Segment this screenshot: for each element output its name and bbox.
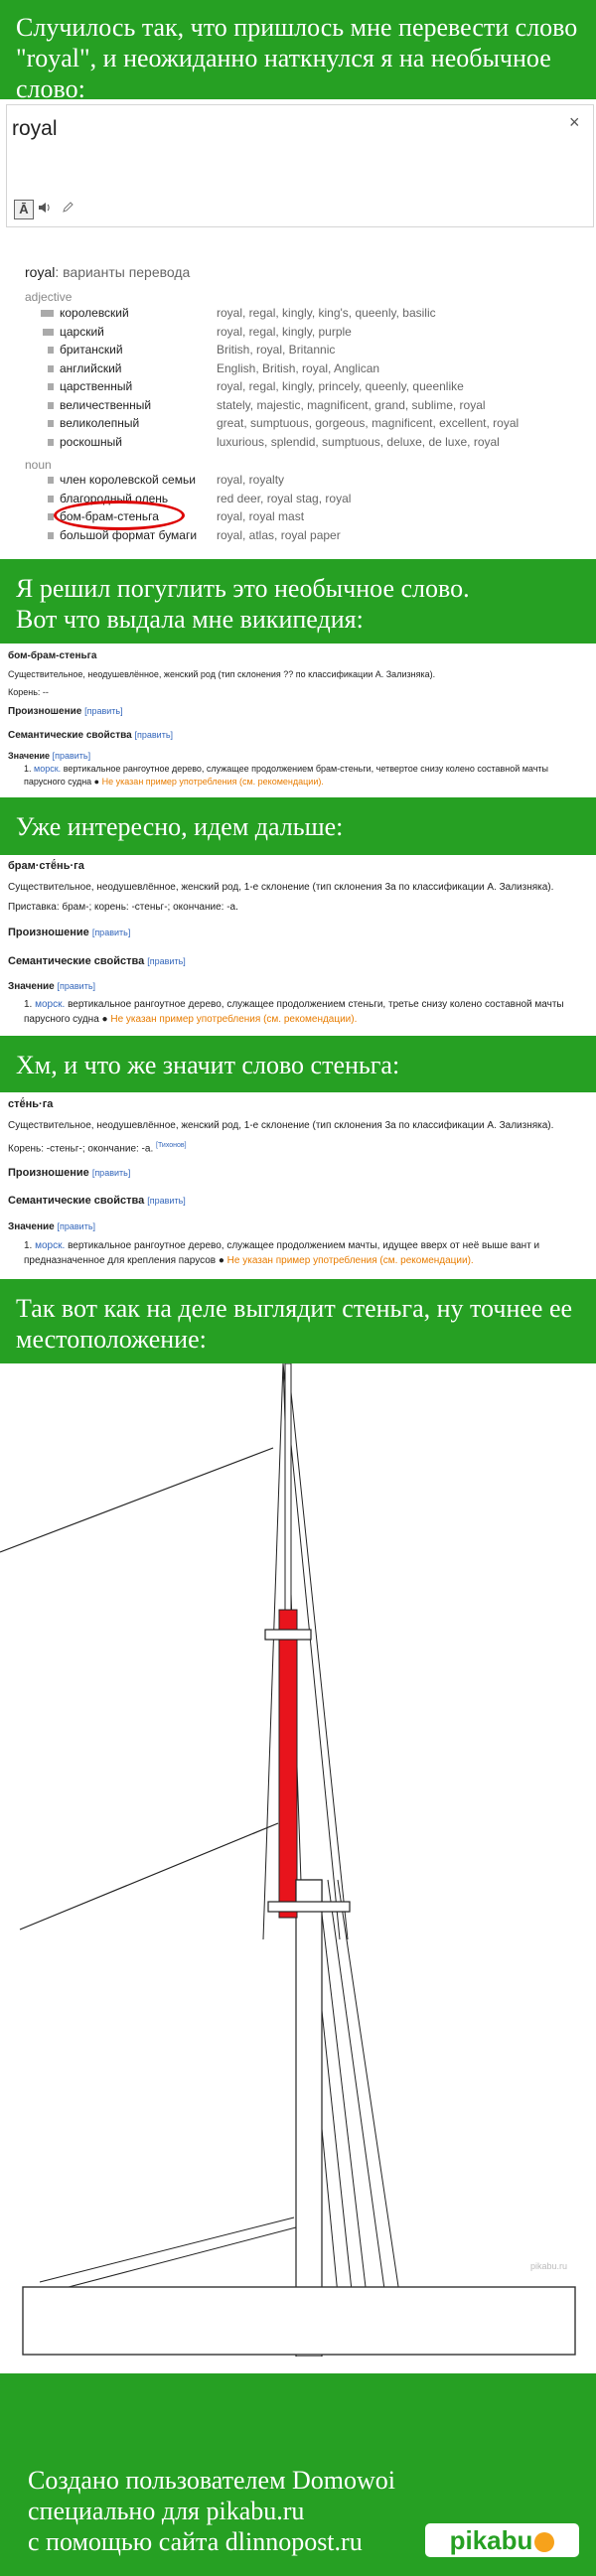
wiki3-def-note[interactable]: Не указан пример употребления (см. рекомендации). bbox=[226, 1255, 474, 1266]
wiki3-root-note[interactable]: [Тихонов] bbox=[156, 1142, 187, 1149]
pos-adjective: adjective bbox=[25, 290, 73, 304]
wiki2-morph[interactable]: Существительное, неодушевлённое, женский род, 1-е склонение (тип склонения 3a по классификации А. Зализняка). bbox=[8, 882, 554, 893]
banner-2-line-2: Вот что выдала мне википедия: bbox=[16, 605, 364, 634]
adjective-english: royal, regal, kingly, princely, queenly, queenlike bbox=[217, 379, 464, 393]
banner-5-line-2: местоположение: bbox=[16, 1325, 207, 1354]
banner-1 bbox=[0, 0, 596, 103]
wiki2-pron-heading bbox=[8, 927, 130, 938]
adjective-row[interactable] bbox=[0, 434, 596, 452]
banner-1-line-2: "royal", и неожиданно наткнулся я на необычное bbox=[16, 44, 551, 72]
wiki2-meaning-edit[interactable]: [править] bbox=[57, 981, 96, 991]
wiki1-meaning: Значение bbox=[8, 751, 51, 761]
noun-english: red deer, royal stag, royal bbox=[217, 491, 352, 505]
noun-russian[interactable]: благородный олень bbox=[60, 491, 169, 505]
adjective-english: royal, regal, kingly, king's, queenly, basilic bbox=[217, 306, 436, 320]
footer-line-1: Создано пользователем Domowoi bbox=[28, 2466, 396, 2495]
adjective-row[interactable] bbox=[0, 324, 596, 342]
wiki3-pron-heading bbox=[8, 1167, 130, 1179]
wiki1-definition bbox=[24, 763, 580, 788]
frequency-bar bbox=[48, 439, 54, 446]
adjective-english: stately, majestic, magnificent, grand, sublime, royal bbox=[217, 397, 486, 412]
wiki3-meaning-edit[interactable]: [править] bbox=[57, 1221, 96, 1231]
adjective-english: great, sumptuous, gorgeous, magnificent, excellent, royal bbox=[217, 416, 520, 430]
banner-5-line-1: Так вот как на деле выглядит стеньга, ну точнее ее bbox=[16, 1294, 573, 1323]
wiki2-def-note[interactable]: Не указан пример употребления (см. рекомендации). bbox=[110, 1014, 358, 1025]
frequency-bar bbox=[43, 329, 54, 336]
adjective-russian[interactable]: роскошный bbox=[60, 434, 122, 449]
pos-noun: noun bbox=[25, 458, 52, 472]
keyboard-accent-icon[interactable]: Ā bbox=[14, 200, 34, 219]
wiki3-pron-edit[interactable]: [править] bbox=[91, 1168, 131, 1178]
topmast-highlight bbox=[279, 1610, 297, 1918]
frequency-bar bbox=[48, 383, 54, 390]
noun-english: royal, royalty bbox=[217, 473, 285, 487]
adjective-row[interactable] bbox=[0, 378, 596, 396]
pencil-icon[interactable] bbox=[62, 202, 74, 216]
adjective-russian[interactable]: королевский bbox=[60, 306, 129, 320]
wiki3-morph[interactable]: Существительное, неодушевлённое, женский род, 1-е склонение (тип склонения 3a по классификации А. Зализняка). bbox=[8, 1120, 554, 1131]
adjective-english: luxurious, splendid, sumptuous, deluxe, de luxe, royal bbox=[217, 434, 500, 449]
adjective-row[interactable] bbox=[0, 305, 596, 323]
wiki2-meaning: Значение bbox=[8, 981, 55, 992]
frequency-bar bbox=[48, 347, 54, 354]
noun-russian[interactable]: член королевской семьи bbox=[60, 473, 196, 487]
frequency-bar bbox=[48, 365, 54, 372]
banner-3 bbox=[0, 797, 596, 855]
wiki3-sem: Семантические свойства bbox=[8, 1195, 145, 1207]
pikabu-logo-dot bbox=[534, 2532, 554, 2552]
adjective-row[interactable] bbox=[0, 397, 596, 415]
dictionary-heading-rest: : варианты перевода bbox=[55, 264, 191, 280]
wiki3-sem-heading bbox=[8, 1195, 186, 1207]
banner-2 bbox=[0, 559, 596, 644]
adjective-row[interactable] bbox=[0, 342, 596, 359]
wiki1-sem: Семантические свойства bbox=[8, 730, 132, 741]
noun-row[interactable] bbox=[0, 472, 596, 490]
banner-4-line-1: Хм, и что же значит слово стеньга: bbox=[16, 1051, 400, 1079]
wiki3-pron: Произношение bbox=[8, 1167, 89, 1179]
frequency-bar bbox=[48, 477, 54, 484]
wiki3-def-tag[interactable]: морск. bbox=[35, 1240, 66, 1251]
highlight-circle bbox=[54, 501, 185, 530]
noun-russian[interactable]: бом-брам-стеньга bbox=[60, 509, 159, 523]
noun-english: royal, atlas, royal paper bbox=[217, 527, 341, 542]
banner-4 bbox=[0, 1036, 596, 1092]
wiki2-sem-edit[interactable]: [править] bbox=[147, 956, 186, 966]
frequency-bar bbox=[48, 402, 54, 409]
wiki2-meaning-heading bbox=[8, 981, 95, 992]
close-icon[interactable]: × bbox=[569, 112, 580, 132]
adjective-row[interactable] bbox=[0, 415, 596, 433]
pikabu-logo-text: pikabu bbox=[449, 2525, 533, 2555]
wiki2-def-text: вертикальное рангоутное дерево, служащее продолжением стеньги, третье снизу колено составной мачты парусного судна ● bbox=[24, 999, 564, 1025]
wiki1-pron-heading bbox=[8, 706, 123, 717]
dictionary-heading bbox=[25, 264, 190, 280]
banner-1-line-3: слово: bbox=[16, 74, 85, 103]
wiki1-sem-heading bbox=[8, 730, 173, 741]
wiki2-def-tag[interactable]: морск. bbox=[35, 999, 66, 1010]
frequency-bar bbox=[41, 310, 54, 317]
wiki1-meaning-heading bbox=[8, 751, 90, 761]
adjective-russian[interactable]: величественный bbox=[60, 397, 152, 412]
footer-line-2: специально для pikabu.ru bbox=[28, 2497, 305, 2525]
wiki3-root: Корень: -стеньг-; окончание: -а. bbox=[8, 1143, 154, 1155]
wiki1-pron-edit[interactable]: [править] bbox=[84, 706, 123, 716]
wiki3-meaning: Значение bbox=[8, 1221, 55, 1232]
translate-input-box[interactable] bbox=[6, 104, 594, 227]
noun-russian[interactable]: большой формат бумаги bbox=[60, 527, 198, 542]
wiki2-definition bbox=[24, 997, 580, 1027]
adjective-russian[interactable]: царственный bbox=[60, 379, 133, 393]
wiki2-sem-heading bbox=[8, 955, 186, 967]
noun-english: royal, royal mast bbox=[217, 509, 305, 523]
frequency-bar bbox=[48, 496, 54, 502]
wiki1-def-note[interactable]: Не указан пример употребления (см. рекомендации). bbox=[101, 777, 324, 787]
speaker-icon[interactable] bbox=[38, 202, 52, 216]
dictionary-word: royal bbox=[25, 264, 56, 280]
watermark: pikabu.ru bbox=[530, 2261, 568, 2271]
wiki1-meaning-edit[interactable]: [править] bbox=[52, 751, 91, 761]
pikabu-logo[interactable] bbox=[425, 2523, 579, 2557]
wiki3-meaning-heading bbox=[8, 1221, 95, 1232]
wiki1-def-tag[interactable]: морск. bbox=[34, 764, 62, 774]
translate-input-value[interactable]: royal bbox=[12, 117, 58, 140]
wiki2-def-num: 1. bbox=[24, 999, 33, 1010]
wiki3-root-line bbox=[8, 1138, 588, 1156]
adjective-english: royal, regal, kingly, purple bbox=[217, 324, 352, 339]
wiki1-pron: Произношение bbox=[8, 706, 82, 717]
mast-illustration bbox=[0, 1363, 596, 2357]
wiki1-root: Корень: -- bbox=[8, 687, 49, 697]
noun-row[interactable] bbox=[0, 527, 596, 545]
wiki1-title: бом-брам-стеньга bbox=[8, 650, 97, 661]
frequency-bar bbox=[48, 420, 54, 427]
banner-3-line-1: Уже интересно, идем дальше: bbox=[16, 812, 344, 841]
adjective-russian[interactable]: царский bbox=[60, 324, 104, 339]
wiki1-def-num: 1. bbox=[24, 764, 32, 774]
banner-1-line-1: Случилось так, что пришлось мне перевести слово bbox=[16, 13, 578, 42]
wiki1-def-text: вертикальное рангоутное дерево, служащее продолжением брам-стеньги, четвертое снизу колено составной мачты парусного судна ● bbox=[24, 764, 549, 787]
wiki2-root: Приставка: брам-; корень: -стеньг-; окончание: -а. bbox=[8, 902, 238, 913]
banner-2-line-1: Я решил погуглить это необычное слово. bbox=[16, 574, 470, 603]
adjective-russian[interactable]: британский bbox=[60, 343, 123, 357]
wiki3-def-text: вертикальное рангоутное дерево, служащее продолжением мачты, идущее вверх от неё выше вант и предназначенное для крепления парусов ● bbox=[24, 1240, 540, 1266]
adjective-english: English, British, royal, Anglican bbox=[217, 360, 380, 375]
adjective-row[interactable] bbox=[0, 360, 596, 378]
wiki2-pron: Произношение bbox=[8, 927, 89, 938]
wiki3-title: стё́нь·га bbox=[8, 1098, 54, 1110]
wiki3-def-num: 1. bbox=[24, 1240, 33, 1251]
wiki1-morph[interactable]: Существительное, неодушевлённое, женский род (тип склонения ?? по классификации А. Зализняка). bbox=[8, 669, 436, 679]
wiki1-sem-edit[interactable]: [править] bbox=[134, 730, 174, 740]
wiki2-sem: Семантические свойства bbox=[8, 955, 145, 967]
wiki3-sem-edit[interactable]: [править] bbox=[147, 1196, 186, 1206]
wiki2-title: брам·стё́нь·га bbox=[8, 860, 84, 872]
banner-5 bbox=[0, 1279, 596, 1363]
footer-line-3: с помощью сайта dlinnopost.ru bbox=[28, 2527, 363, 2556]
adjective-russian[interactable]: великолепный bbox=[60, 416, 140, 430]
adjective-english: British, royal, Britannic bbox=[217, 343, 336, 357]
frequency-bar bbox=[48, 532, 54, 539]
adjective-russian[interactable]: английский bbox=[60, 360, 122, 375]
wiki3-definition bbox=[24, 1238, 580, 1268]
wiki2-pron-edit[interactable]: [править] bbox=[91, 928, 131, 937]
